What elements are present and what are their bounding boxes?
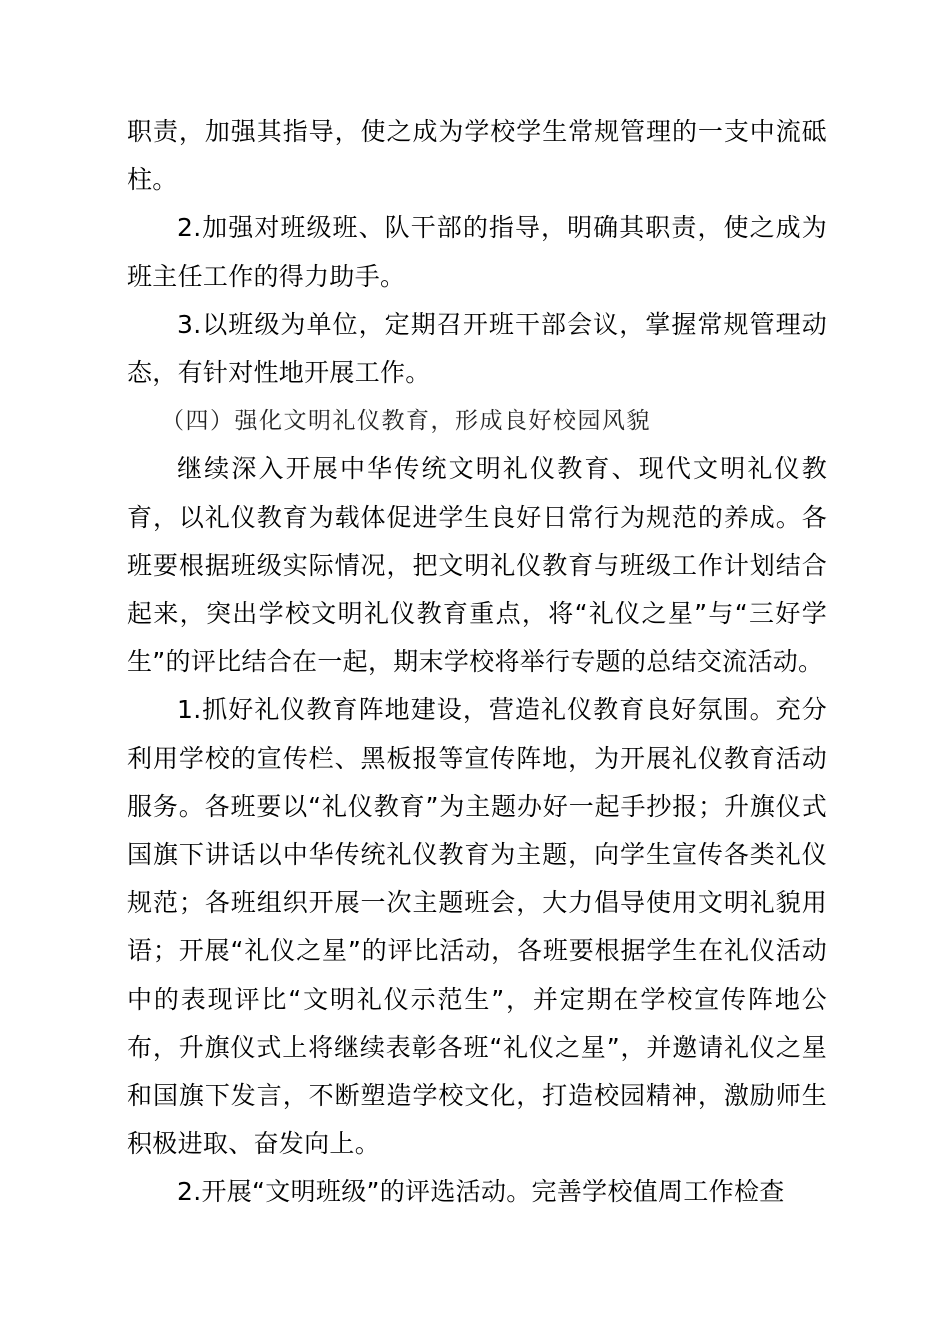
paragraph-item-3-regular-meetings: 3.以班级为单位，定期召开班干部会议，掌握常规管理动态，有针对性地开展工作。	[127, 309, 827, 388]
paragraph-etiquette-overview: 继续深入开展中华传统文明礼仪教育、现代文明礼仪教育，以礼仪教育为载体促进学生良好日常行为规范的养成。各班要根据班级实际情况，把文明礼仪教育与班级工作计划结合起来，突出学校文明礼仪教育重点，将“礼仪之星”与“三好学生”的评比结合在一起，期末学校将举行专题的总结交流活动。	[127, 454, 827, 677]
paragraph-duties-continuation: 职责，加强其指导，使之成为学校学生常规管理的一支中流砥柱。	[127, 117, 827, 195]
paragraph-item-2-civilized-class: 2.开展“文明班级”的评选活动。完善学校值周工作检查	[177, 1177, 785, 1207]
paragraph-item-2-class-cadres: 2.加强对班级班、队干部的指导，明确其职责，使之成为班主任工作的得力助手。	[127, 213, 827, 291]
paragraph-item-1-etiquette-base: 1.抓好礼仪教育阵地建设，营造礼仪教育良好氛围。充分利用学校的宣传栏、黑板报等宣传阵地，为开展礼仪教育活动服务。各班要以“礼仪教育”为主题办好一起手抄报；升旗仪式国旗下讲话以中华传统礼仪教育为主题，向学生宣传各类礼仪规范；各班组织开展一次主题班会，大力倡导使用文明礼貌用语；开展“礼仪之星”的评比活动，各班要根据学生在礼仪活动中的表现评比“文明礼仪示范生”，并定期在学校宣传阵地公布，升旗仪式上将继续表彰各班“礼仪之星”，并邀请礼仪之星和国旗下发言，不断塑造学校文化，打造校园精神，激励师生积极进取、奋发向上。	[127, 695, 827, 1159]
document-body	[127, 108, 827, 1217]
section-heading-etiquette-education: （四）强化文明礼仪教育，形成良好校园风貌	[161, 408, 651, 435]
